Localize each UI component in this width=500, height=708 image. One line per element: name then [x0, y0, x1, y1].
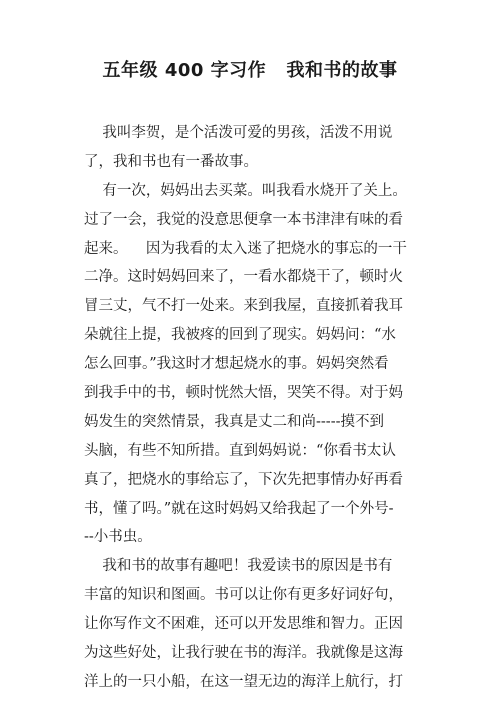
essay-line: 头脑，有些不知所措。直到妈妈说：“你看书太认 — [84, 442, 396, 459]
essay-line: 让你写作文不困难，还可以开发思维和智力。正因 — [84, 616, 403, 633]
essay-line: 丰富的知识和图画。书可以让你有更多好词好句， — [84, 587, 403, 604]
essay-line: 有一次，妈妈出去买菜。叫我看水烧开了关上。 — [84, 182, 407, 199]
essay-line: 洋上的一只小船，在这一望无边的海洋上航行，打 — [84, 673, 403, 690]
essay-line: 二净。这时妈妈回来了，一看水都烧干了，顿时火 — [84, 269, 403, 286]
essay-line: 怎么回事。”我这时才想起烧水的事。妈妈突然看 — [84, 356, 389, 373]
essay-body — [84, 119, 429, 697]
essay-line: 冒三丈，气不打一处来。来到我屋，直接抓着我耳 — [84, 298, 403, 315]
essay-line: 书，懂了吗。”就在这时妈妈又给我起了一个外号- — [84, 500, 394, 517]
essay-line: 了，我和书也有一番故事。 — [84, 153, 258, 170]
essay-line: 我和书的故事有趣吧！我爱读书的原因是书有 — [84, 558, 393, 575]
essay-line: 为这些好处，让我行驶在书的海洋。我就像是这海 — [84, 645, 403, 662]
essay-line: --小书虫。 — [84, 529, 152, 546]
essay-line: 我叫李贺，是个活泼可爱的男孩，活泼不用说 — [84, 125, 393, 141]
essay-line: 妈发生的突然情景，我真是丈二和尚-----摸不到 — [84, 413, 384, 430]
document-title: 五年级 400 字习作 我和书的故事 — [102, 60, 398, 81]
essay-line: 到我手中的书，顿时恍然大悟，哭笑不得。对于妈 — [84, 385, 403, 402]
essay-line: 朵就往上提，我被疼的回到了现实。妈妈问：“水 — [84, 327, 396, 344]
essay-line: 真了，把烧水的事给忘了，下次先把事情办好再看 — [84, 471, 403, 488]
essay-line: 过了一会，我觉的没意思便拿一本书津津有味的看 — [84, 211, 403, 228]
essay-line: 起来。 因为我看的太入迷了把烧水的事忘的一干 — [84, 240, 407, 257]
